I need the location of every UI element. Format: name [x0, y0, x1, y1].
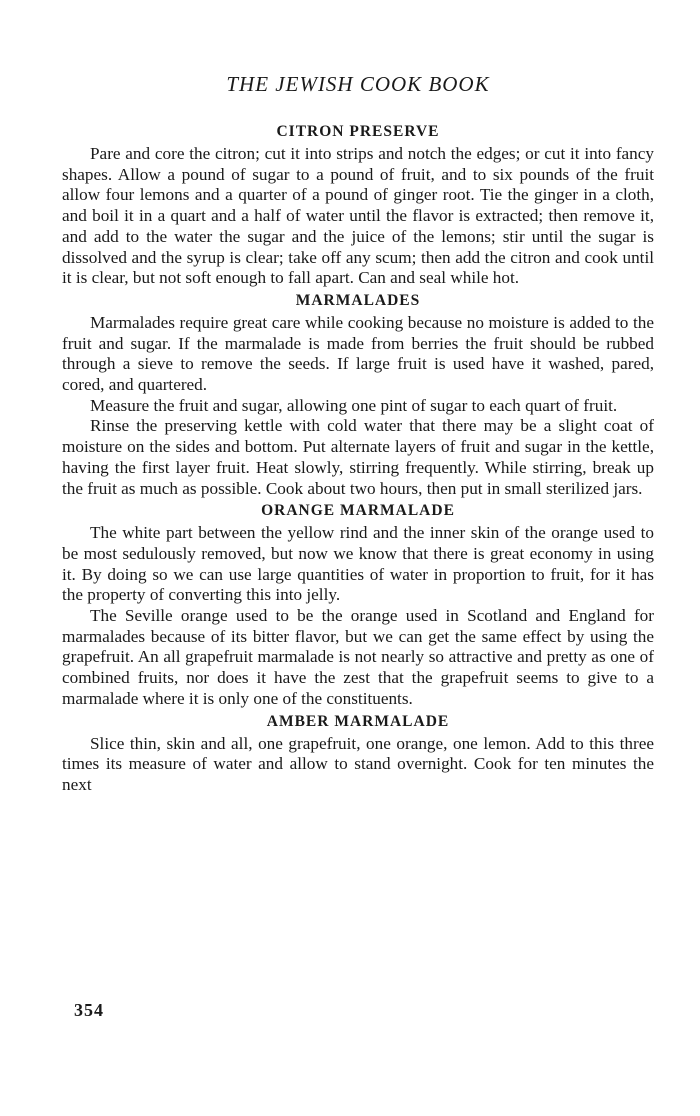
book-page: [62, 70, 654, 796]
paragraph: The Seville orange used to be the orange used in Scotland and England for marmalades because of its bitter flavor, but we can get the same effect by using the grapefruit. An all grapefruit marmalade is not nearly so attractive and pretty as one of combined fruits, nor does it have the zest that the grapefruit seems to give to a marmalade where it is only one of the constituents.: [62, 606, 654, 708]
section-heading: ORANGE MARMALADE: [261, 502, 455, 520]
section-orange-marmalade: [62, 501, 654, 709]
paragraph: The white part between the yellow rind and the inner skin of the orange used to be most sedulously removed, but now we know that there is great economy in using it. By doing so we can use large quantities of water in proportion to fruit, for it has the property of converting this into jelly.: [62, 523, 654, 605]
section-heading: MARMALADES: [295, 291, 421, 309]
paragraph: Slice thin, skin and all, one grapefruit, one orange, one lemon. Add to this three times its measure of water and allow to stand overnight. Cook for ten minutes the next: [62, 733, 654, 794]
running-head: THE JEWISH COOK BOOK: [226, 72, 490, 96]
paragraph: Measure the fruit and sugar, allowing one pint of sugar to each quart of fruit.: [90, 395, 618, 415]
section-marmalades: [62, 291, 654, 499]
paragraph: Marmalades require great care while cooking because no moisture is added to the fruit and sugar. If the marmalade is made from berries the fruit should be rubbed through a sieve to remove the seeds. If large fruit is used have it washed, pared, cored, and quartered.: [62, 312, 654, 395]
page-number: 354: [74, 1000, 104, 1020]
section-amber-marmalade: [62, 712, 654, 796]
section-citron-preserve: [62, 122, 654, 289]
paragraph: Pare and core the citron; cut it into strips and notch the edges; or cut it into fancy shapes. Allow a pound of sugar to a pound of fruit, and to six pounds of the fruit allow four lemons and a quarter of a pound of ginger root. Tie the ginger in a cloth, and boil it in a quart and a half of water until the flavor is extracted; then remove it, and add to the water the sugar and the juice of the lemons; stir until the sugar is dissolved and the syrup is clear; take off any scum; then add the citron and cook until it is clear, but not soft enough to fall apart. Can and seal while hot.: [62, 144, 654, 288]
paragraph: Rinse the preserving kettle with cold water that there may be a slight coat of moisture on the sides and bottom. Put alternate layers of fruit and sugar in the kettle, having the first layer fruit. Heat slowly, stirring frequently. While stirring, break up the fruit as much as possible. Cook about two hours, then put in small sterilized jars.: [62, 416, 654, 498]
section-heading: AMBER MARMALADE: [266, 712, 450, 730]
section-heading: CITRON PRESERVE: [276, 123, 440, 140]
